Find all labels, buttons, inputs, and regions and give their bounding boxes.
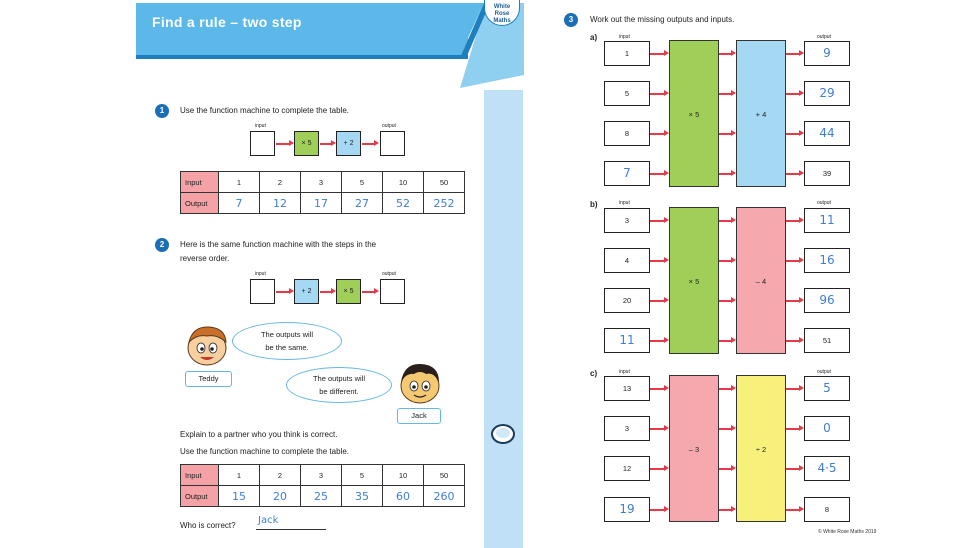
part-b-step-1: × 5 bbox=[669, 207, 719, 354]
question-2-text-line2: reverse order. bbox=[180, 254, 230, 263]
question-1-text: Use the function machine to complete the table. bbox=[180, 106, 349, 115]
table-cell: 1 bbox=[219, 465, 260, 486]
table-header-output: Output bbox=[181, 193, 219, 214]
question-2-text2: Use the function machine to complete the table. bbox=[180, 447, 349, 456]
machine-2-output-box[interactable] bbox=[380, 279, 405, 304]
machine-2-output-label: output bbox=[382, 271, 396, 277]
arrow bbox=[650, 468, 665, 470]
arrow bbox=[320, 291, 332, 293]
question-number-3: 3 bbox=[564, 13, 578, 27]
table-cell: 10 bbox=[383, 172, 424, 193]
part-a-step-1: × 5 bbox=[669, 40, 719, 187]
arrow bbox=[786, 428, 800, 430]
table-cell: 1 bbox=[219, 172, 260, 193]
arrow bbox=[650, 388, 665, 390]
q2-table bbox=[180, 464, 465, 507]
output-box: 51 bbox=[804, 328, 850, 353]
teddy-speech-bubble bbox=[232, 322, 342, 360]
arrow bbox=[719, 53, 732, 55]
input-box: 4 bbox=[604, 248, 650, 273]
part-c-input-label: input bbox=[619, 369, 630, 375]
answer-cell[interactable]: 27 bbox=[342, 193, 383, 214]
part-c-step-1: – 3 bbox=[669, 375, 719, 522]
table-row bbox=[181, 465, 465, 486]
answer-cell[interactable]: 7 bbox=[219, 193, 260, 214]
table-row bbox=[181, 172, 465, 193]
answer-cell[interactable]: 260 bbox=[424, 486, 465, 507]
table-cell: 10 bbox=[383, 465, 424, 486]
arrow bbox=[650, 509, 665, 511]
part-b-label: b) bbox=[590, 200, 598, 209]
arrow bbox=[362, 291, 375, 293]
logo: White Rose Maths bbox=[484, 0, 520, 26]
table-cell: 5 bbox=[342, 465, 383, 486]
page-title: Find a rule – two step bbox=[152, 14, 302, 30]
input-box: 3 bbox=[604, 208, 650, 233]
arrow bbox=[650, 53, 665, 55]
arrow bbox=[786, 173, 800, 175]
table-row bbox=[181, 486, 465, 507]
side-strip bbox=[484, 90, 523, 548]
answer-output-box[interactable]: 4·5 bbox=[804, 456, 850, 481]
machine-1-step-2: + 2 bbox=[336, 131, 361, 156]
who-is-correct-label: Who is correct? bbox=[180, 521, 236, 530]
part-b-step-2: – 4 bbox=[736, 207, 786, 354]
input-box: 13 bbox=[604, 376, 650, 401]
arrow bbox=[786, 340, 800, 342]
table-cell: 50 bbox=[424, 465, 465, 486]
arrow bbox=[719, 220, 732, 222]
jack-speech-line2: be different. bbox=[319, 387, 359, 396]
input-box: 1 bbox=[604, 41, 650, 66]
jack-speech-bubble bbox=[286, 367, 392, 403]
answer-output-box[interactable]: 0 bbox=[804, 416, 850, 441]
machine-1-input-box[interactable] bbox=[250, 131, 275, 156]
copyright-footer: © White Rose Maths 2019 bbox=[818, 529, 877, 535]
arrow bbox=[786, 388, 800, 390]
arrow bbox=[320, 143, 332, 145]
table-row bbox=[181, 193, 465, 214]
header-shadow bbox=[136, 55, 468, 59]
question-3-text: Work out the missing outputs and inputs. bbox=[590, 15, 735, 24]
arrow bbox=[719, 388, 732, 390]
arrow bbox=[719, 173, 732, 175]
answer-cell[interactable]: 12 bbox=[260, 193, 301, 214]
arrow bbox=[719, 468, 732, 470]
table-header-input: Input bbox=[181, 172, 219, 193]
part-c-step-2: ÷ 2 bbox=[736, 375, 786, 522]
input-box: 5 bbox=[604, 81, 650, 106]
answer-output-box[interactable]: 11 bbox=[804, 208, 850, 233]
arrow bbox=[719, 133, 732, 135]
arrow bbox=[276, 143, 290, 145]
input-box: 3 bbox=[604, 416, 650, 441]
input-box: 12 bbox=[604, 456, 650, 481]
answer-output-box[interactable]: 9 bbox=[804, 41, 850, 66]
arrow bbox=[786, 93, 800, 95]
answer-cell[interactable]: 252 bbox=[424, 193, 465, 214]
answer-cell[interactable]: 17 bbox=[301, 193, 342, 214]
output-box: 8 bbox=[804, 497, 850, 522]
answer-cell[interactable]: 25 bbox=[301, 486, 342, 507]
arrow bbox=[650, 220, 665, 222]
table-cell: 2 bbox=[260, 172, 301, 193]
answer-cell[interactable]: 15 bbox=[219, 486, 260, 507]
answer-input-box[interactable]: 19 bbox=[604, 497, 650, 522]
answer-cell[interactable]: 60 bbox=[383, 486, 424, 507]
q1-table bbox=[180, 171, 465, 214]
arrow bbox=[362, 143, 375, 145]
teddy-name-tag: Teddy bbox=[185, 371, 232, 387]
part-c-label: c) bbox=[590, 369, 598, 378]
machine-2-step-2: × 5 bbox=[336, 279, 361, 304]
teddy-speech-line2: be the same. bbox=[265, 343, 309, 352]
table-header-output: Output bbox=[181, 486, 219, 507]
answer-input-box[interactable]: 7 bbox=[604, 161, 650, 186]
machine-1-output-box[interactable] bbox=[380, 131, 405, 156]
explain-text: Explain to a partner who you think is correct. bbox=[180, 430, 338, 439]
part-a-input-label: input bbox=[619, 34, 630, 40]
machine-1-step-1: × 5 bbox=[294, 131, 319, 156]
part-a-output-label: output bbox=[817, 34, 831, 40]
arrow bbox=[786, 509, 800, 511]
teddy-speech-line1: The outputs will bbox=[260, 330, 314, 339]
arrow bbox=[650, 300, 665, 302]
machine-2-input-label: input bbox=[255, 271, 266, 277]
input-box: 20 bbox=[604, 288, 650, 313]
answer-input-box[interactable]: 11 bbox=[604, 328, 650, 353]
answer-output-box[interactable]: 16 bbox=[804, 248, 850, 273]
arrow bbox=[719, 428, 732, 430]
machine-2-input-box[interactable] bbox=[250, 279, 275, 304]
arrow bbox=[786, 53, 800, 55]
speech-icon-inner bbox=[496, 428, 510, 438]
arrow bbox=[786, 300, 800, 302]
answer-cell[interactable]: 35 bbox=[342, 486, 383, 507]
machine-1-output-label: output bbox=[382, 123, 396, 129]
who-is-correct-answer[interactable]: Jack bbox=[256, 515, 326, 530]
answer-output-box[interactable]: 5 bbox=[804, 376, 850, 401]
jack-speech-line1: The outputs will bbox=[312, 374, 366, 383]
output-box: 39 bbox=[804, 161, 850, 186]
answer-cell[interactable]: 20 bbox=[260, 486, 301, 507]
question-2-text-line1: Here is the same function machine with the steps in the bbox=[180, 240, 377, 249]
arrow bbox=[719, 340, 732, 342]
part-b-output-label: output bbox=[817, 200, 831, 206]
answer-cell[interactable]: 52 bbox=[383, 193, 424, 214]
arrow bbox=[650, 260, 665, 262]
part-a-step-2: + 4 bbox=[736, 40, 786, 187]
arrow bbox=[719, 93, 732, 95]
part-a-label: a) bbox=[590, 33, 598, 42]
arrow bbox=[276, 291, 290, 293]
answer-output-box[interactable]: 29 bbox=[804, 81, 850, 106]
arrow bbox=[719, 509, 732, 511]
arrow bbox=[650, 93, 665, 95]
answer-output-box[interactable]: 96 bbox=[804, 288, 850, 313]
arrow bbox=[786, 220, 800, 222]
table-cell: 3 bbox=[301, 172, 342, 193]
arrow bbox=[650, 428, 665, 430]
arrow bbox=[786, 468, 800, 470]
part-c-output-label: output bbox=[817, 369, 831, 375]
arrow bbox=[786, 133, 800, 135]
question-number-1: 1 bbox=[155, 104, 169, 118]
arrow bbox=[719, 260, 732, 262]
jack-name-tag: Jack bbox=[397, 408, 441, 424]
machine-1-input-label: input bbox=[255, 123, 266, 129]
part-b-input-label: input bbox=[619, 200, 630, 206]
table-cell: 50 bbox=[424, 172, 465, 193]
arrow bbox=[650, 173, 665, 175]
answer-output-box[interactable]: 44 bbox=[804, 121, 850, 146]
arrow bbox=[650, 133, 665, 135]
question-number-2: 2 bbox=[155, 238, 169, 252]
jack-avatar bbox=[396, 360, 444, 406]
input-box: 8 bbox=[604, 121, 650, 146]
table-cell: 2 bbox=[260, 465, 301, 486]
arrow bbox=[650, 340, 665, 342]
arrow bbox=[786, 260, 800, 262]
table-header-input: Input bbox=[181, 465, 219, 486]
table-cell: 3 bbox=[301, 465, 342, 486]
teddy-avatar bbox=[183, 322, 231, 368]
table-cell: 5 bbox=[342, 172, 383, 193]
machine-2-step-1: + 2 bbox=[294, 279, 319, 304]
arrow bbox=[719, 300, 732, 302]
